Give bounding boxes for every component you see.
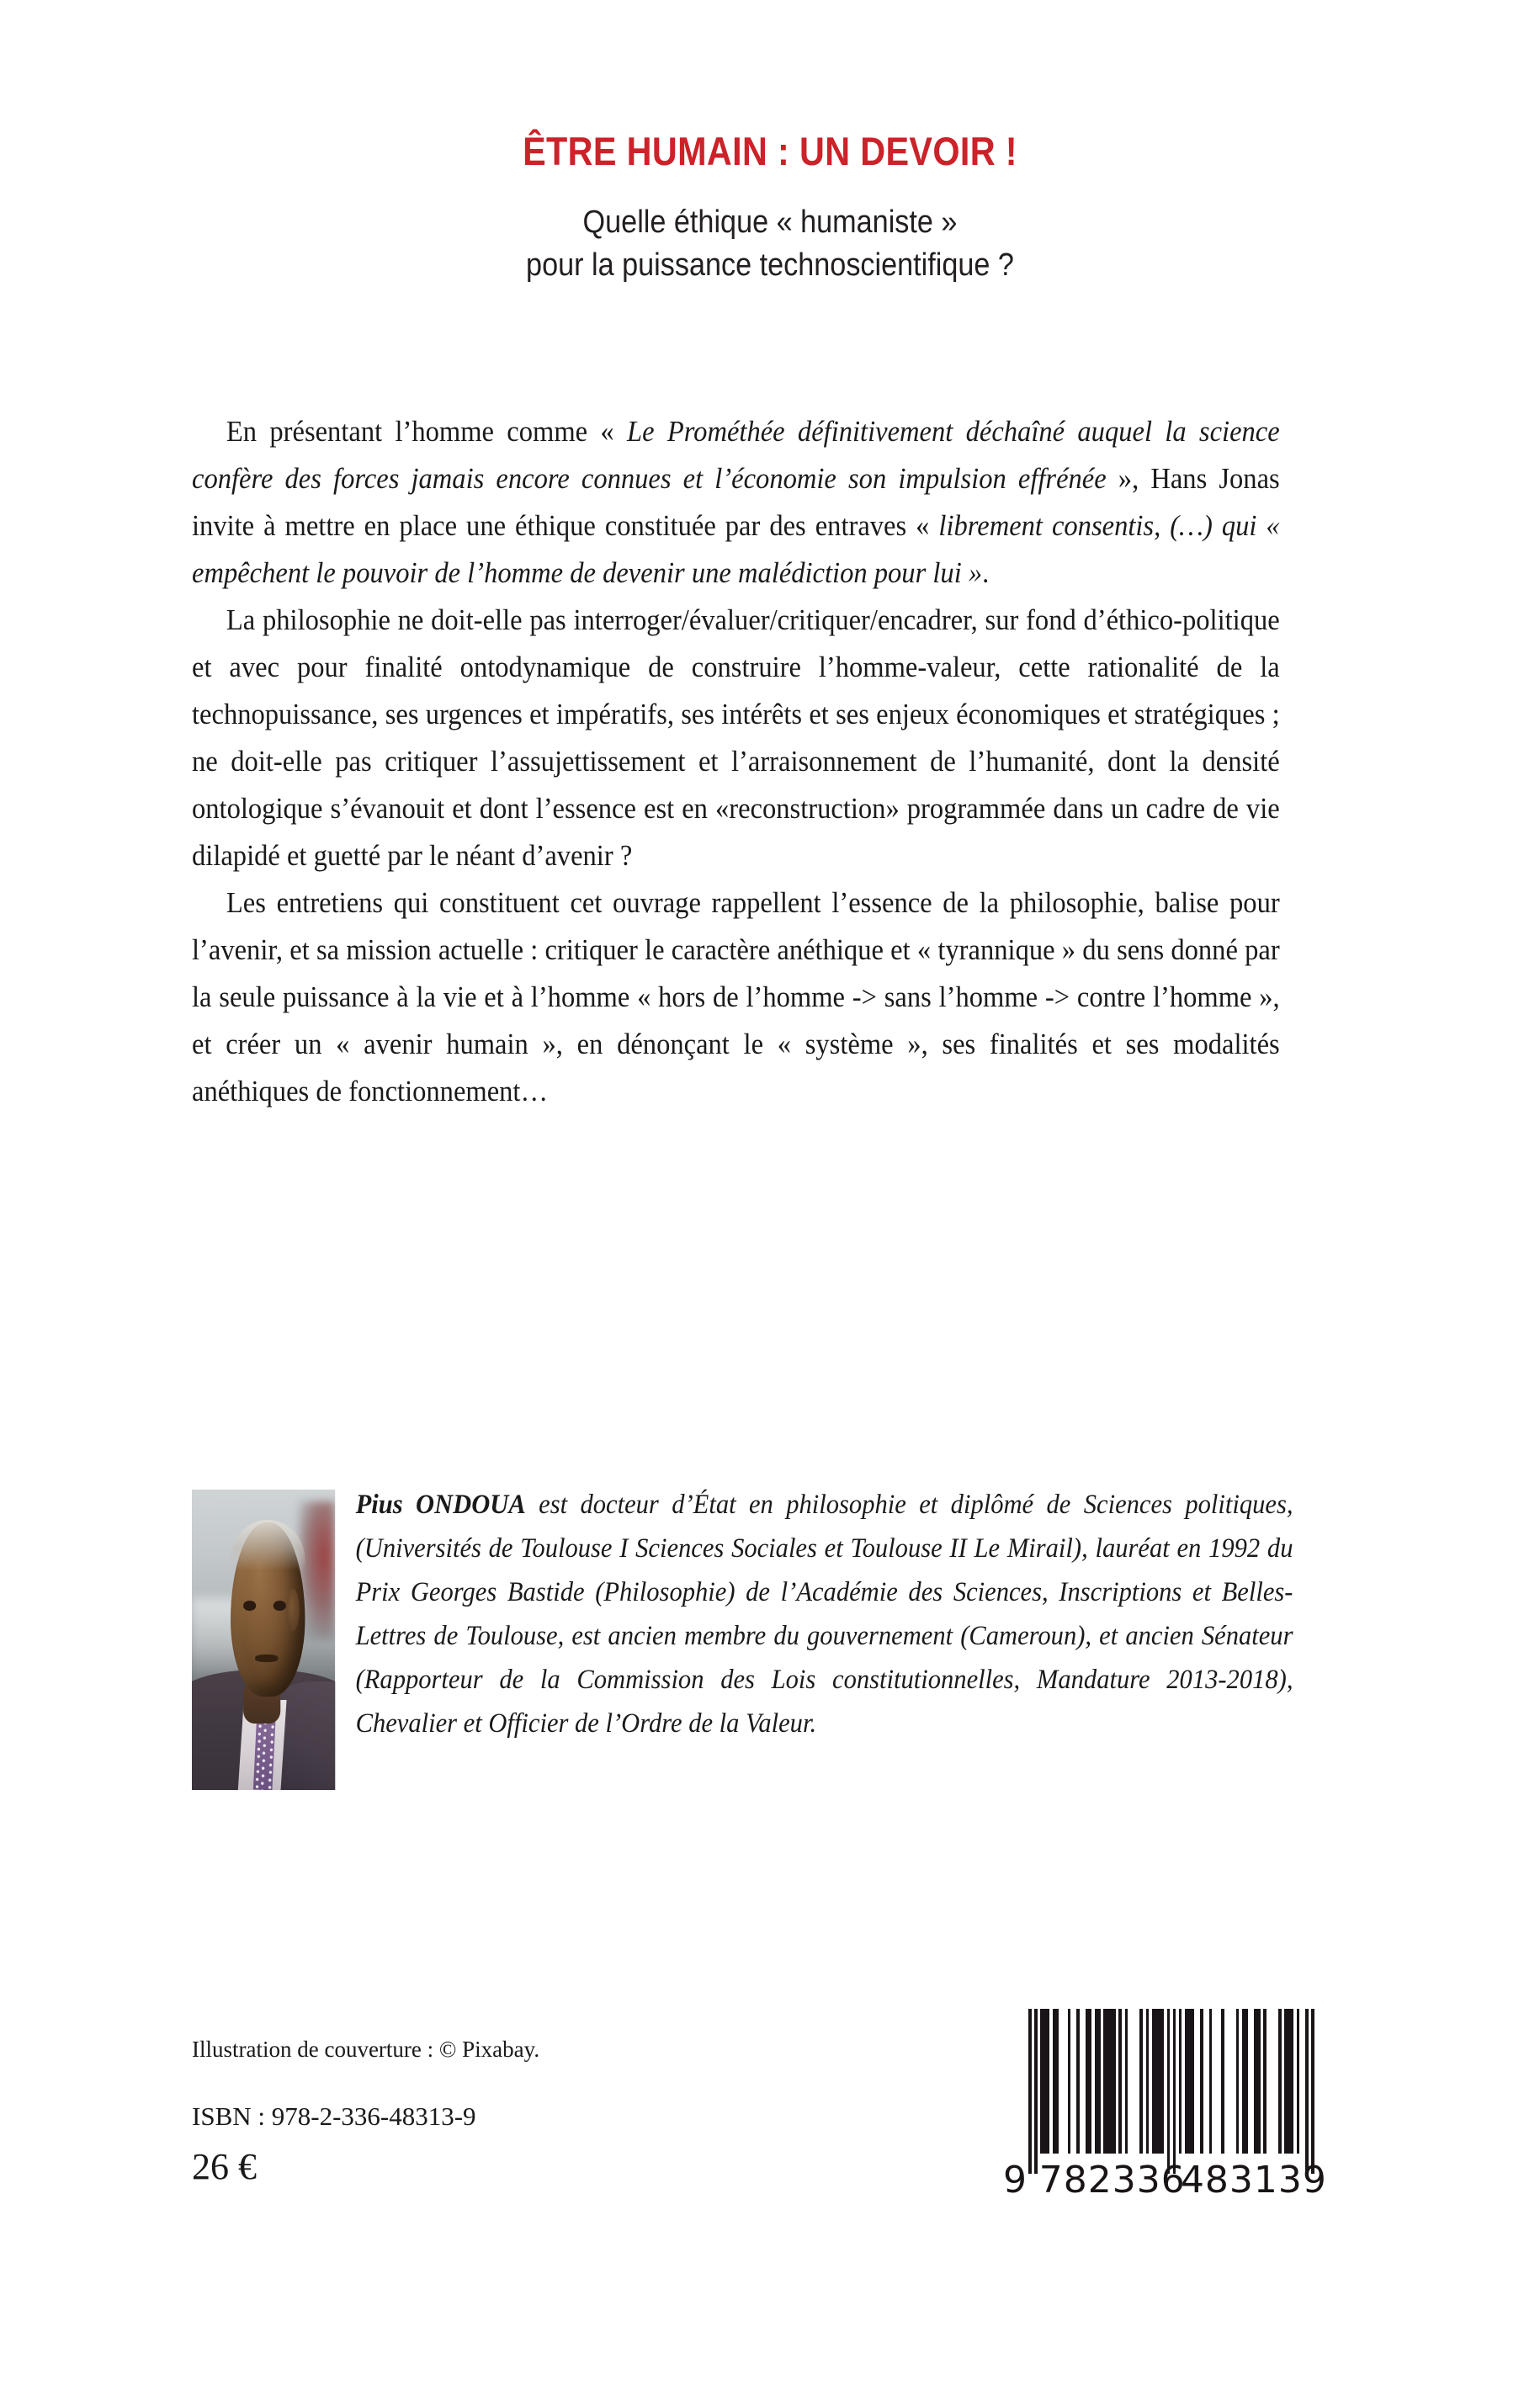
author-bio-text <box>192 1483 1293 1745</box>
blurb-paragraph-3: Les entretiens qui constituent cet ouvrage rappellent l’essence de la philosophie, balise pour l’avenir, et sa mission actuelle : critiquer le caractère anéthique et « tyrannique » du sens donné par la seule puissance à la vie et à l’homme « hors de l’homme -> sans l’homme -> contre l’homme », et créer un « avenir humain », en dénonçant le « système », ses finalités et ses modalités anéthiques de fonctionnement… <box>192 886 1280 1108</box>
barcode-bar <box>1191 2009 1194 2154</box>
barcode-bar <box>1173 2009 1176 2174</box>
subtitle-line-2: pour la puissance technoscientifique ? <box>526 247 1014 283</box>
barcode-bar <box>1221 2009 1224 2154</box>
barcode-bar <box>1125 2009 1128 2154</box>
barcode-bar <box>1278 2009 1282 2154</box>
barcode-bar <box>1068 2009 1071 2154</box>
photo-mouth <box>255 1655 278 1662</box>
barcode-bar <box>1167 2009 1171 2174</box>
barcode-bar <box>1113 2009 1116 2154</box>
cover-credit: Illustration de couverture : © Pixabay. <box>192 2037 540 2062</box>
page-title: ÊTRE HUMAIN : UN DEVOIR ! <box>523 129 1017 173</box>
barcode-bar <box>1160 2009 1164 2154</box>
barcode-bar <box>1305 2009 1309 2174</box>
photo-ear <box>286 1589 299 1631</box>
blurb-text <box>192 408 1280 1115</box>
barcode-bar <box>1076 2009 1080 2154</box>
barcode-bar <box>1034 2009 1038 2174</box>
barcode-bar <box>1028 2009 1032 2174</box>
barcode-bar <box>1146 2009 1150 2154</box>
barcode-bar <box>1311 2009 1314 2174</box>
author-photo <box>192 1490 335 1790</box>
barcode-bar <box>1055 2009 1059 2154</box>
author-first-name: Pius <box>355 1490 403 1520</box>
barcode-bar <box>1179 2009 1182 2154</box>
barcode-bar <box>1209 2009 1213 2154</box>
barcode-bar <box>1139 2009 1143 2154</box>
barcode-bar <box>1245 2009 1249 2154</box>
isbn-text: ISBN : 978-2-336-48313-9 <box>192 2101 476 2131</box>
blurb-paragraph-2: La philosophie ne doit-elle pas interroger/évaluer/critiquer/encadrer, sur fond d’éthico-politique et avec pour finalité ontodynamique de construire l’homme-valeur, cette rationalité de la technopuissance, ses urgences et impératifs, ses intérêts et ses enjeux économiques et stratégiques ; ne doit-elle pas critiquer l’assujettissement et l’arraisonnement de l’humanité, dont la densité ontologique s’évanouit et dont l’essence est en «reconstruction» programmée dans un cadre de vie dilapidé et guetté par le néant d’avenir ? <box>192 603 1280 872</box>
photo-eye-left <box>243 1601 256 1610</box>
subtitle-line-1: Quelle éthique « humaniste » <box>582 205 958 240</box>
photo-eye-right <box>273 1601 286 1610</box>
barcode-bar <box>1097 2009 1101 2154</box>
blurb-quote-1: Le Prométhée définitivement déchaîné auquel la science confère des forces jamais encore connues et l’économie son impulsion effrénée <box>192 415 1280 495</box>
barcode-bar <box>1236 2009 1240 2154</box>
blurb-seg-3: . <box>982 556 990 589</box>
barcode-bar <box>1118 2009 1122 2154</box>
barcode-left-group: 782336 <box>1038 2159 1186 2202</box>
blurb-seg-2: », Hans Jonas invite à mettre en place une éthique constituée par des entraves « <box>192 462 1280 542</box>
barcode-lead-digit: 9 <box>1003 2159 1028 2202</box>
blurb-paragraph-1 <box>192 408 1280 597</box>
author-bio-body: est docteur d’État en philosophie et diplômé de Sciences politiques, (Universités de Toulouse I Sciences Sociales et Toulouse II Le Mirail), lauréat en 1992 du Prix Georges Bastide (Philosophie) de l’Académie des Sciences, Inscriptions et Belles-Lettres de Toulouse, est ancien membre du gouvernement (Cameroun), et ancien Sénateur (Rapporteur de la Commission des Lois constitutionnelles, Mandature 2013-2018), Chevalier et Officier de l’Ordre de la Valeur. <box>355 1490 1293 1739</box>
barcode-bar <box>1263 2009 1267 2154</box>
barcode-bar <box>1089 2009 1092 2154</box>
page-subtitle <box>77 174 1463 286</box>
barcode-bars <box>998 2009 1328 2174</box>
barcode-bar <box>1200 2009 1203 2154</box>
price-text: 26 € <box>192 2146 257 2187</box>
blurb-seg-1: En présentant l’homme comme « <box>226 415 627 448</box>
title-block <box>0 128 1540 286</box>
barcode-bar <box>1290 2009 1293 2154</box>
barcode-right-group: 483139 <box>1180 2159 1327 2202</box>
barcode-digits <box>998 2159 1328 2206</box>
barcode-bar <box>1046 2009 1049 2154</box>
barcode-bar <box>1297 2009 1300 2154</box>
author-bio-block <box>192 1483 1293 1795</box>
author-last-name: ONDOUA <box>416 1490 526 1520</box>
isbn-barcode <box>998 2009 1328 2221</box>
barcode-bar <box>1257 2009 1261 2154</box>
blurb-quote-2: librement consentis, (…) qui « empêchent le pouvoir de l’homme de devenir une malédiction pour lui » <box>192 509 1280 589</box>
